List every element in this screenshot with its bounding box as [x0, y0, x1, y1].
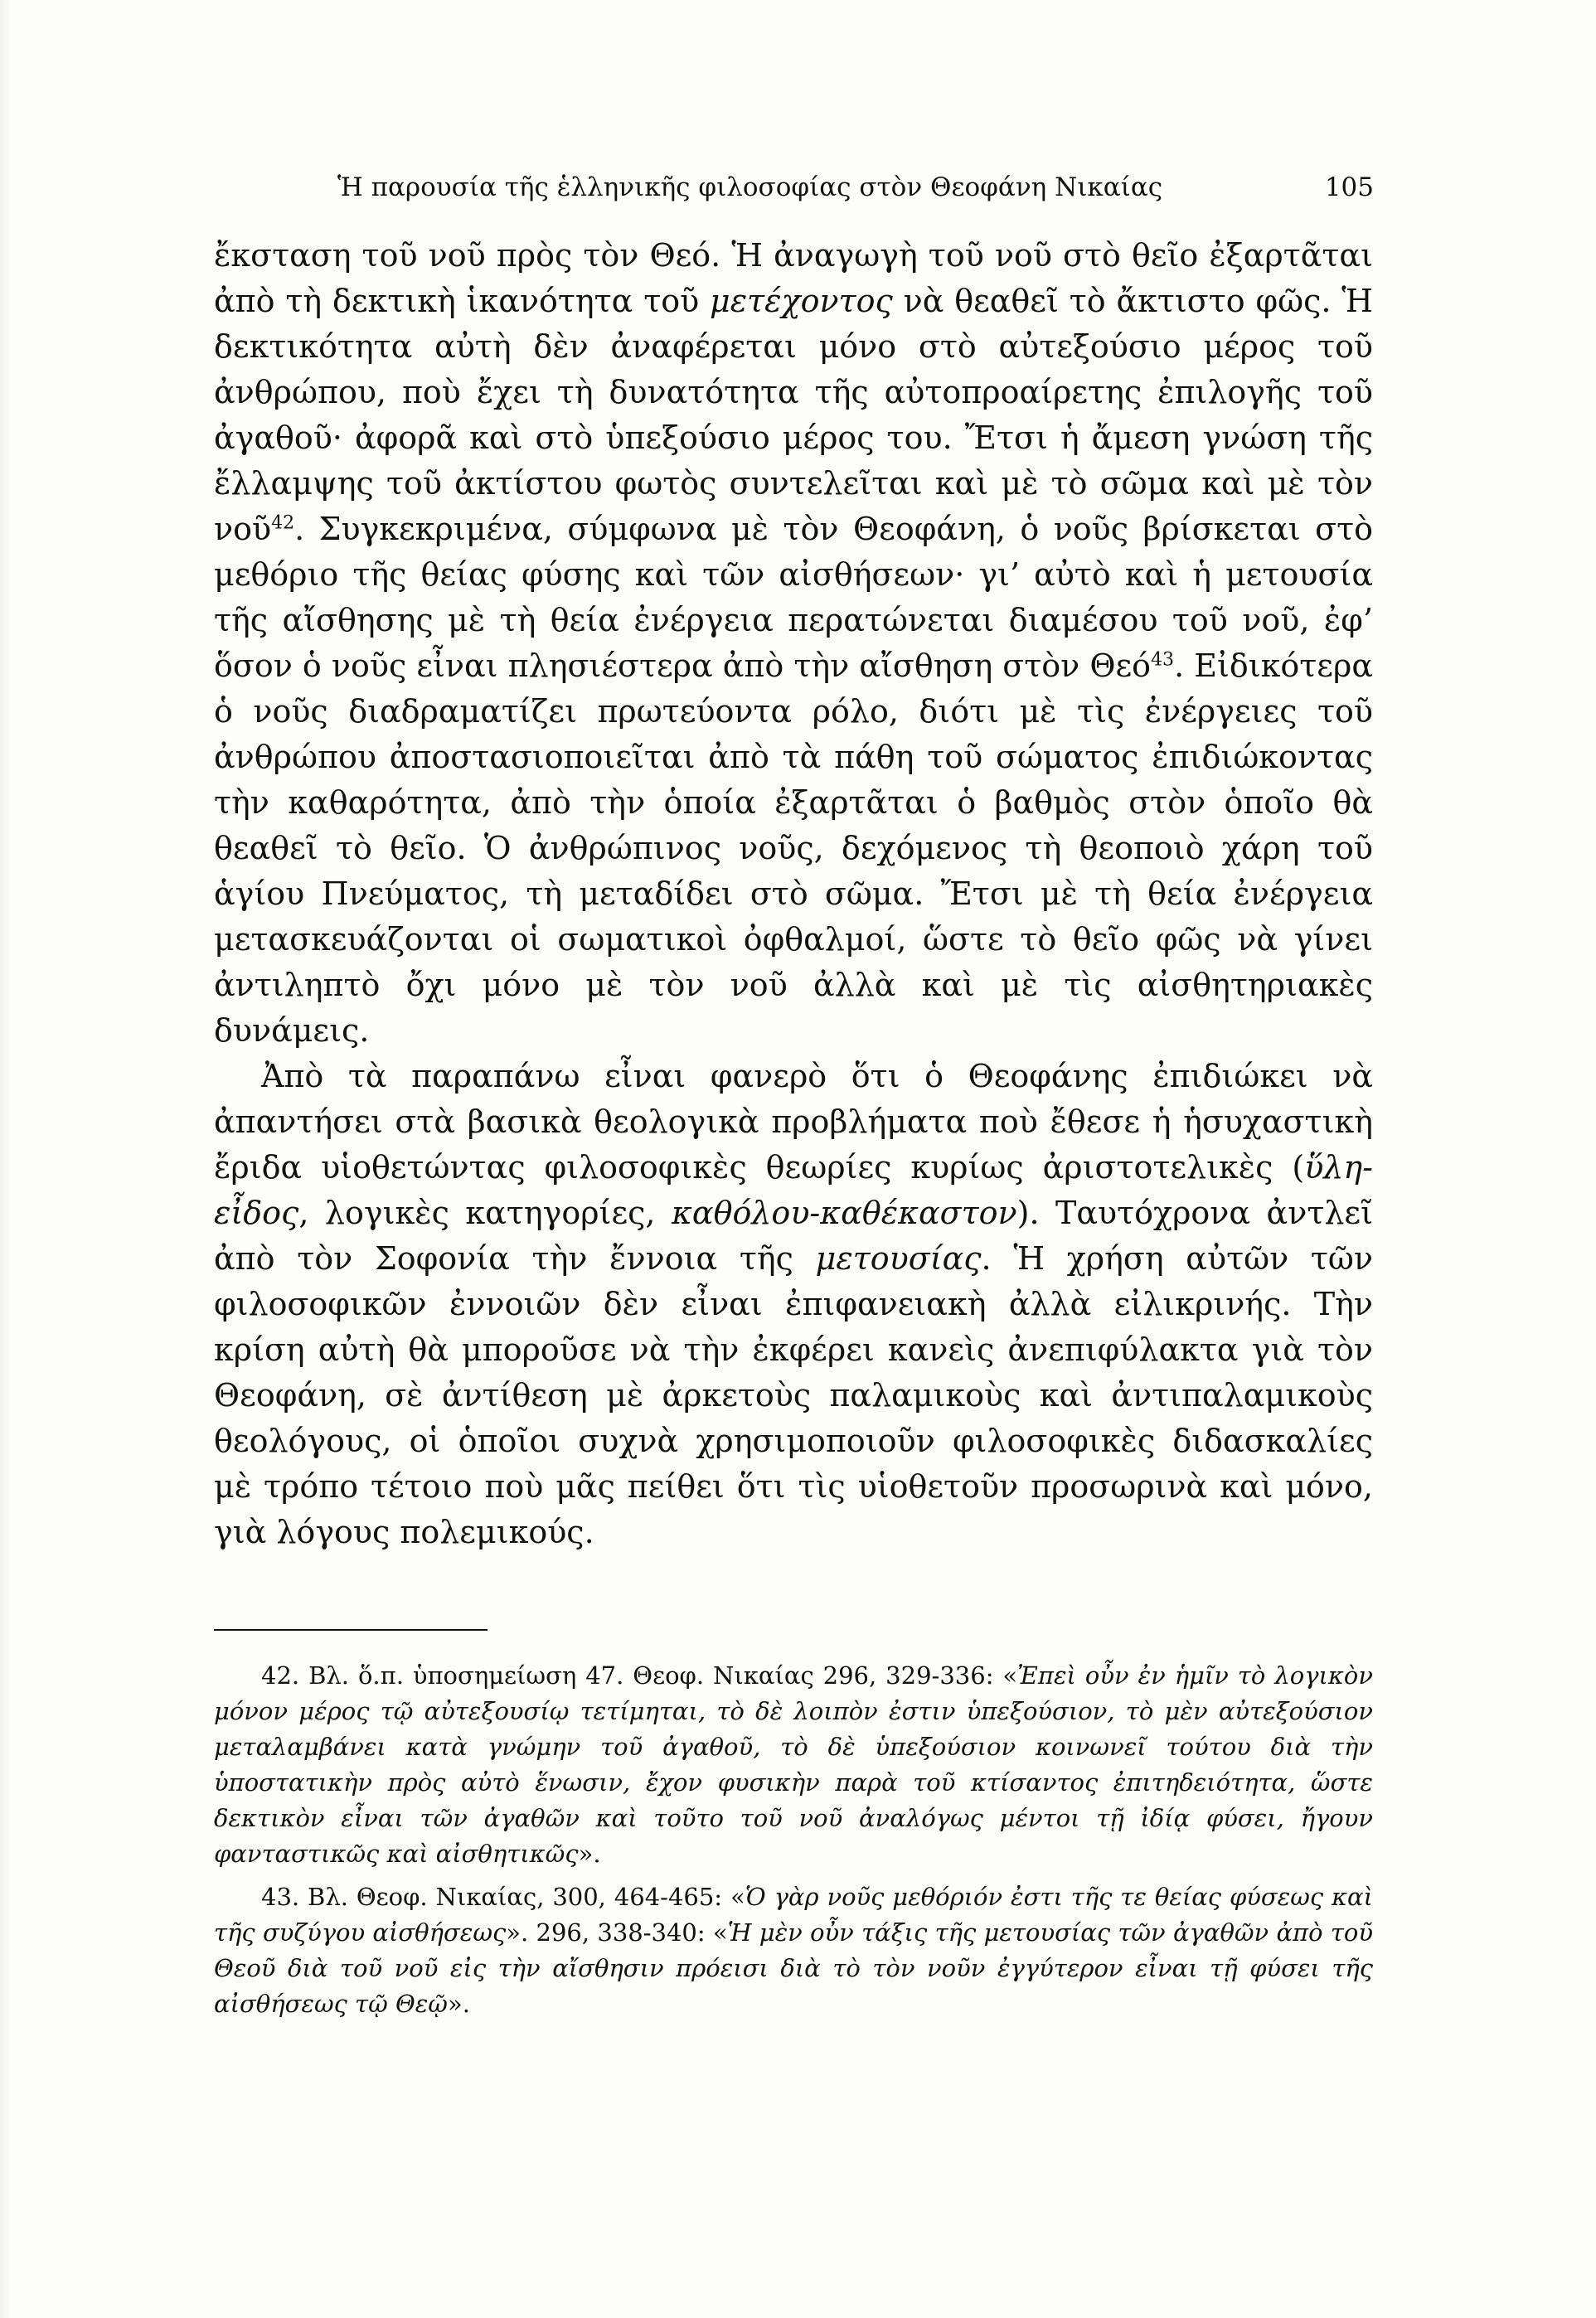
footnote-43: [214, 1879, 1373, 2022]
running-title: Ἡ παρουσία τῆς ἑλληνικῆς φιλοσοφίας στὸν Θεοφάνη Νικαίας: [337, 172, 1163, 202]
text-run: ). Ταυτόχρονα ἀντλεῖ ἀπὸ τὸν Σοφονία τὴν ἔννοια τῆς: [214, 1195, 1374, 1277]
text-run: 43. Βλ. Θεοφ. Νικαίας, 300, 464-465: «: [261, 1883, 745, 1911]
footnote-ref-42[interactable]: 42: [271, 512, 295, 534]
paragraph-1: [214, 233, 1373, 1054]
text-run: Ἀπὸ τὰ παραπάνω εἶναι φανερὸ ὅτι ὁ Θεοφάνης ἐπιδιώκει νὰ ἀπαντήσει στὰ βασικὰ θεολογικὰ προβλήματα ποὺ ἔθεσε ἡ ἡσυχαστικὴ ἔριδα υἱοθετώντας φιλοσοφικὲς θεωρίες κυρίως ἀριστοτελικὲς (: [214, 1058, 1373, 1186]
text-run: ».: [578, 1840, 601, 1868]
scan-edge-shadow: [0, 0, 12, 2318]
text-run: . Συγκεκριμένα, σύμφωνα μὲ τὸν Θεοφάνη, ὁ νοῦς βρίσκεται στὸ μεθόριο τῆς θείας φύσης καὶ τῶν αἰσθήσεων· γι’ αὐτὸ καὶ ἡ μετουσία τῆς αἴσθησης μὲ τὴ θεία ἐνέργεια περατώνεται διαμέσου τοῦ νοῦ, ἐφ’ ὅσον ὁ νοῦς εἶναι πλησιέστερα ἀπὸ τὴν αἴσθηση στὸν Θεό: [214, 511, 1373, 684]
italic-term: μετέχοντος: [710, 283, 893, 319]
text-run: ».: [447, 1990, 470, 2018]
italic-quote: Ἐπεὶ οὖν ἐν ἡμῖν τὸ λογικὸν μόνον μέρος τῷ αὐτεξουσίῳ τετίμηται, τὸ δὲ λοιπὸν ἐστιν ὑπεξούσιον, τὸ μὲν αὐτεξούσιον μεταλαμβάνει κατὰ γνώμην τοῦ ἀγαθοῦ, τὸ δὲ ὑπεξούσιον κοινωνεῖ τούτου διὰ τὴν ὑποστατικὴν πρὸς αὐτὸ ἕνωσιν, ἔχον φυσικὴν παρὰ τοῦ κτίσαντος ἐπιτηδειότητα, ὥστε δεκτικὸν εἶναι τῶν ἀγαθῶν καὶ τοῦτο τοῦ νοῦ ἀναλόγως μέντοι τῇ ἰδίᾳ φύσει, ἤγουν φανταστικῶς καὶ αἰσθητικῶς: [214, 1661, 1373, 1868]
footnote-42: [214, 1658, 1373, 1872]
text-run: , λογικὲς κατηγορίες,: [298, 1195, 672, 1231]
italic-term: μετουσίας: [815, 1240, 982, 1277]
text-run: . Εἰδικότερα ὁ νοῦς διαδραματίζει πρωτεύοντα ρόλο, διότι μὲ τὶς ἐνέργειες τοῦ ἀνθρώπου ἀποστασιοποιεῖται ἀπὸ τὰ πάθη τοῦ σώματος ἐπιδιώκοντας τὴν καθαρότητα, ἀπὸ τὴν ὁποία ἐξαρτᾶται ὁ βαθμὸς στὸν ὁποῖο θὰ θεαθεῖ τὸ θεῖο. Ὁ ἀνθρώπινος νοῦς, δεχόμενος τὴ θεοποιὸ χάρη τοῦ ἁγίου Πνεύματος, τὴ μεταδίδει στὸ σῶμα. Ἔτσι μὲ τὴ θεία ἐνέργεια μετασκευάζονται οἱ σωματικοὶ ὀφθαλμοί, ὥστε τὸ θεῖο φῶς νὰ γίνει ἀντιληπτὸ ὄχι μόνο μὲ τὸν νοῦ ἀλλὰ καὶ μὲ τὶς αἰσθητηριακὲς δυνάμεις.: [214, 647, 1373, 1049]
running-head: [337, 171, 1374, 204]
text-run: νὰ θεαθεῖ τὸ ἄκτιστο φῶς. Ἡ δεκτικότητα αὐτὴ δὲν ἀναφέρεται μόνο στὸ αὐτεξούσιο μέρος τοῦ ἀνθρώπου, ποὺ ἔχει τὴ δυνατότητα τῆς αὐτοπροαίρετης ἐπιλογῆς τοῦ ἀγαθοῦ· ἀφορᾶ καὶ στὸ ὑπεξούσιο μέρος του. Ἔτσι ἡ ἄμεση γνώση τῆς ἔλλαμψης τοῦ ἀκτίστου φωτὸς συντελεῖται καὶ μὲ τὸ σῶμα καὶ μὲ τὸν νοῦ: [214, 283, 1373, 547]
italic-term: ὕλη-εἶδος: [214, 1149, 1373, 1231]
text-run: 42. Βλ. ὅ.π. ὑποσημείωση 47. Θεοφ. Νικαίας 296, 329-336: «: [261, 1661, 1018, 1690]
footnote-divider: [214, 1629, 488, 1631]
text-run: . Ἡ χρήση αὐτῶν τῶν φιλοσοφικῶν ἐννοιῶν δὲν εἶναι ἐπιφανειακὴ ἀλλὰ εἰλικρινής. Τὴν κρίση αὐτὴ θὰ μποροῦσε νὰ τὴν ἐκφέρει κανεὶς ἀνεπιφύλακτα γιὰ τὸν Θεοφάνη, σὲ ἀντίθεση μὲ ἀρκετοὺς παλαμικοὺς καὶ ἀντιπαλαμικοὺς θεολόγους, οἱ ὁποῖοι συχνὰ χρησιμοποιοῦν φιλοσοφικὲς διδασκαλίες μὲ τρόπο τέτοιο ποὺ μᾶς πείθει ὅτι τὶς υἱοθετοῦν προσωρινὰ καὶ μόνο, γιὰ λόγους πολεμικούς.: [214, 1240, 1373, 1550]
page-number: 105: [1324, 172, 1374, 202]
main-text: [214, 233, 1373, 1555]
text-run: ἔκσταση τοῦ νοῦ πρὸς τὸν Θεό. Ἡ ἀναγωγὴ τοῦ νοῦ στὸ θεῖο ἐξαρτᾶται ἀπὸ τὴ δεκτικὴ ἱκανότητα τοῦ: [214, 237, 1373, 319]
paragraph-2: [214, 1054, 1373, 1555]
italic-quote: Ὁ γὰρ νοῦς μεθόριόν ἐστι τῆς τε θείας φύσεως καὶ τῆς συζύγου αἰσθήσεως: [214, 1883, 1374, 1947]
footnotes: [214, 1658, 1373, 2029]
italic-quote: Ἡ μὲν οὖν τάξις τῆς μετουσίας τῶν ἀγαθῶν ἀπὸ τοῦ Θεοῦ διὰ τοῦ νοῦ εἰς τὴν αἴσθησιν πρόεισι διὰ τὸ τὸν νοῦν ἐγγύτερον εἶναι τῇ φύσει τῆς αἰσθήσεως τῷ Θεῷ: [214, 1918, 1374, 2018]
italic-term: καθόλου-καθέκαστον: [672, 1195, 1017, 1231]
footnote-ref-43[interactable]: 43: [1151, 649, 1175, 671]
text-run: ». 296, 338-340: «: [506, 1918, 728, 1947]
